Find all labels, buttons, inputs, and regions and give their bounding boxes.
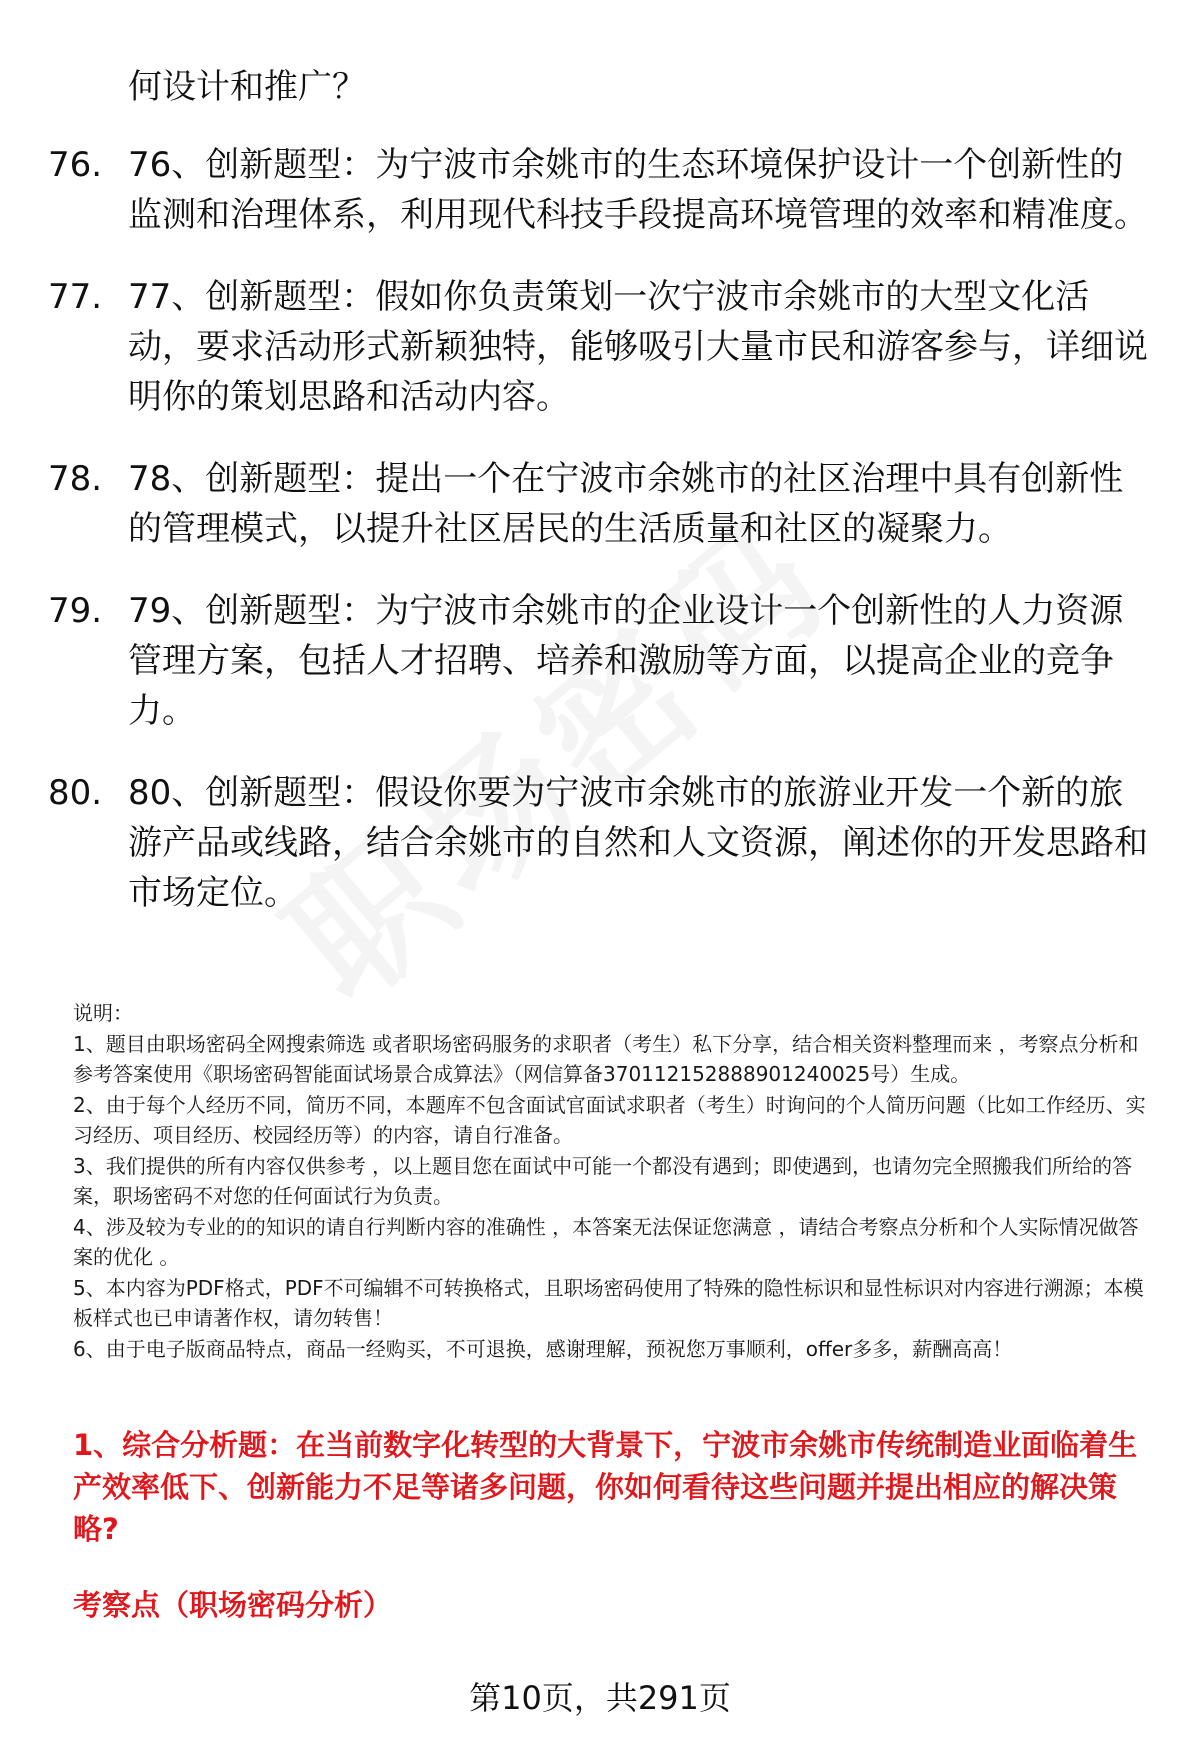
- question-text: 76、创新题型：为宁波市余姚市的生态环境保护设计一个创新性的监测和治理体系，利用现代科技手段提高环境管理的效率和精准度。: [128, 145, 1148, 235]
- question-text: 78、创新题型：提出一个在宁波市余姚市的社区治理中具有创新性的管理模式，以提升社区居民的生活质量和社区的凝聚力。: [128, 459, 1124, 549]
- question-list: [48, 140, 1148, 950]
- note-item: 2、由于每个人经历不同，简历不同，本题库不包含面试官面试求职者（考生）时询问的个人简历问题（比如工作经历、实习经历、项目经历、校园经历等）的内容，请自行准备。: [73, 1092, 1146, 1147]
- notes-section: [73, 998, 1158, 1364]
- question-continuation: 何设计和推广？: [128, 67, 366, 107]
- question-item: [48, 768, 1148, 918]
- question-number: 79.: [48, 591, 103, 631]
- question-number: 80.: [48, 773, 103, 813]
- question-text: 79、创新题型：为宁波市余姚市的企业设计一个创新性的人力资源管理方案，包括人才招聘、培养和激励等方面，以提高企业的竞争力。: [128, 591, 1124, 731]
- question-number: 77.: [48, 277, 103, 317]
- analysis-heading: 考察点（职场密码分析）: [73, 1588, 393, 1622]
- note-item: 1、题目由职场密码全网搜索筛选 或者职场密码服务的求职者（考生）私下分享，结合相关资料整理而来 ，考察点分析和参考答案使用《职场密码智能面试场景合成算法》（网信算备370112152888901240025号）生成。: [73, 1031, 1139, 1086]
- question-item: [48, 586, 1148, 736]
- analysis-question: 1、综合分析题：在当前数字化转型的大背景下，宁波市余姚市传统制造业面临着生产效率低下、创新能力不足等诸多问题，你如何看待这些问题并提出相应的解决策略?: [73, 1428, 1138, 1546]
- note-item: 5、本内容为PDF格式，PDF不可编辑不可转换格式，且职场密码使用了特殊的隐性标识和显性标识对内容进行溯源；本模板样式也已申请著作权，请勿转售！: [73, 1275, 1144, 1330]
- question-text: 80、创新题型：假设你要为宁波市余姚市的旅游业开发一个新的旅游产品或线路，结合余姚市的自然和人文资源，阐述你的开发思路和市场定位。: [128, 773, 1148, 913]
- question-number: 76.: [48, 145, 103, 185]
- page-footer: 第10页，共291页: [469, 1679, 731, 1717]
- question-item: [48, 140, 1148, 240]
- question-item: [48, 272, 1148, 422]
- note-item: 3、我们提供的所有内容仅供参考 ，以上题目您在面试中可能一个都没有遇到；即使遇到，也请勿完全照搬我们所给的答案，职场密码不对您的任何面试行为负责。: [73, 1153, 1133, 1208]
- note-item: 4、涉及较为专业的的知识的请自行判断内容的准确性 ，本答案无法保证您满意 ，请结合考察点分析和个人实际情况做答案的优化 。: [73, 1214, 1139, 1269]
- question-text: 77、创新题型：假如你负责策划一次宁波市余姚市的大型文化活动，要求活动形式新颖独特，能够吸引大量市民和游客参与，详细说明你的策划思路和活动内容。: [128, 277, 1148, 417]
- note-item: 6、由于电子版商品特点，商品一经购买，不可退换，感谢理解，预祝您万事顺利，offer多多，薪酬高高！: [73, 1336, 1013, 1361]
- question-item: [48, 454, 1148, 554]
- notes-title: 说明：: [73, 1001, 133, 1025]
- question-number: 78.: [48, 459, 103, 499]
